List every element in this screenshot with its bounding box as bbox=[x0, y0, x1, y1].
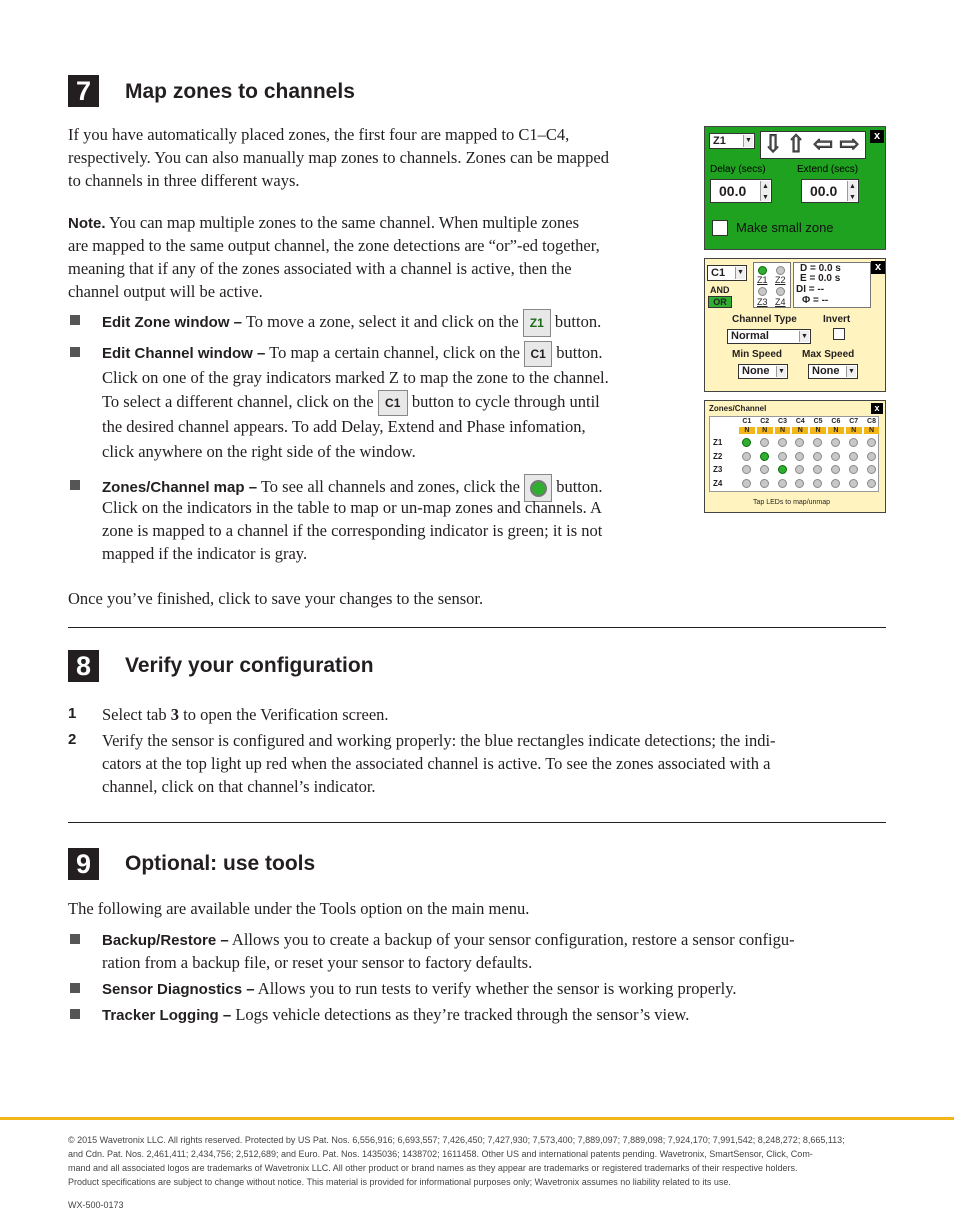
bullet-text: To move a zone, select it and click on the bbox=[242, 311, 523, 331]
map-led[interactable] bbox=[867, 452, 876, 461]
spinner-icon[interactable]: ▲ ▼ bbox=[760, 181, 770, 201]
channel-type-value: Normal bbox=[731, 330, 769, 342]
bullet-edit-channel bbox=[102, 341, 603, 367]
step-text: Select tab bbox=[102, 705, 171, 724]
zone-led[interactable] bbox=[776, 287, 785, 296]
or-label[interactable]: OR bbox=[708, 296, 732, 308]
bullet-text: mapped if the indicator is gray. bbox=[102, 544, 308, 563]
bullet-text: Allows you to run tests to verify whether the sensor is working properly. bbox=[254, 979, 737, 998]
intro-line: If you have automatically placed zones, the first four are mapped to C1–C4, bbox=[68, 125, 570, 144]
step-2-number: 2 bbox=[68, 731, 77, 748]
map-led[interactable] bbox=[760, 438, 769, 447]
map-led[interactable] bbox=[867, 465, 876, 474]
section-title-verify: Verify your configuration bbox=[125, 654, 374, 677]
arrow-right-icon[interactable]: ⇨ bbox=[839, 132, 860, 158]
map-led[interactable] bbox=[813, 452, 822, 461]
map-led[interactable] bbox=[849, 452, 858, 461]
zone-row-label: Z4 bbox=[713, 478, 723, 488]
di-info: DI = -- bbox=[796, 284, 825, 295]
map-led[interactable] bbox=[778, 452, 787, 461]
max-speed-label: Max Speed bbox=[802, 349, 855, 360]
zone-row-label: Z3 bbox=[713, 465, 723, 474]
zone-led[interactable] bbox=[758, 287, 767, 296]
zone-led[interactable] bbox=[776, 266, 785, 275]
map-led[interactable] bbox=[760, 479, 769, 488]
bullet-text: ration from a backup file, or reset your sensor to factory defaults. bbox=[102, 953, 533, 972]
divider bbox=[68, 627, 886, 628]
close-icon[interactable]: x bbox=[871, 403, 883, 414]
bullet-label: Backup/Restore – bbox=[102, 932, 229, 949]
map-led[interactable] bbox=[742, 438, 751, 447]
channel-header: C4 bbox=[795, 418, 805, 425]
channel-header: C2 bbox=[760, 418, 770, 425]
zone-row-label: Z1 bbox=[713, 438, 723, 447]
chevron-down-icon: ▼ bbox=[846, 366, 856, 377]
close-icon[interactable]: x bbox=[870, 130, 884, 143]
step-1-text bbox=[102, 703, 389, 726]
bullet-label: Edit Channel window – bbox=[102, 345, 266, 362]
bullet-text: button. bbox=[552, 343, 603, 362]
bullet-text: To select a different channel, click on the bbox=[102, 392, 378, 411]
map-icon bbox=[530, 480, 547, 497]
chevron-down-icon: ▼ bbox=[735, 267, 745, 279]
footer-legal: © 2015 Wavetronix LLC. All rights reserved. Protected by US Pat. Nos. 6,556,916; 6,693,557; 7,426,450; 7,427,930; 7,573,400; 7,889,097; 7,889,098; 7,924,170; 7,991,542; 8,248,272; 8,665,113; bbox=[68, 1135, 845, 1145]
intro-line: respectively. You can also manually map zones to channels. Zones can be mapped bbox=[68, 148, 609, 167]
map-led[interactable] bbox=[795, 438, 804, 447]
bullet-marker bbox=[70, 347, 80, 357]
map-led[interactable] bbox=[849, 438, 858, 447]
channel-mode[interactable]: N bbox=[846, 427, 862, 434]
bullet-label: Edit Zone window – bbox=[102, 313, 242, 331]
bullet-text: Click on the indicators in the table to map or un-map zones and channels. A bbox=[102, 498, 602, 517]
tools-intro: The following are available under the Tools option on the main menu. bbox=[68, 899, 530, 918]
section-title-map-zones: Map zones to channels bbox=[125, 80, 355, 103]
channel-mode[interactable]: N bbox=[757, 427, 773, 434]
channel-info-box[interactable] bbox=[793, 262, 871, 308]
and-label[interactable]: AND bbox=[710, 285, 730, 295]
arrow-left-icon[interactable]: ⇦ bbox=[813, 132, 834, 158]
map-led[interactable] bbox=[778, 465, 787, 474]
note-text: You can map multiple zones to the same channel. When multiple zones bbox=[105, 213, 580, 232]
map-hint: Tap LEDs to map/unmap bbox=[753, 499, 831, 506]
map-led[interactable] bbox=[742, 465, 751, 474]
chevron-down-icon: ▼ bbox=[776, 366, 786, 377]
bullet-text: To see all channels and zones, click the bbox=[257, 476, 525, 496]
bullet-marker bbox=[70, 315, 80, 325]
channel-mode[interactable]: N bbox=[828, 427, 844, 434]
step-1-number: 1 bbox=[68, 705, 77, 722]
arrow-buttons bbox=[760, 131, 866, 159]
bullet-text: Click on one of the gray indicators marked Z to map the zone to the channel. bbox=[102, 368, 609, 387]
extend-value: 00.0 bbox=[810, 183, 838, 199]
map-led[interactable] bbox=[849, 479, 858, 488]
note-line: meaning that if any of the zones associated with a channel is active, then the bbox=[68, 259, 572, 278]
arrow-down-icon[interactable]: ⇩ bbox=[763, 132, 784, 158]
channel-header: C1 bbox=[742, 418, 752, 425]
zone-led[interactable] bbox=[758, 266, 767, 275]
invert-checkbox[interactable] bbox=[833, 328, 845, 340]
zone-row-label: Z2 bbox=[713, 451, 723, 461]
c1-button[interactable]: C1 bbox=[378, 390, 408, 416]
channel-mode[interactable]: N bbox=[739, 427, 755, 434]
bullet-text: Logs vehicle detections as they’re tracked through the sensor’s view. bbox=[231, 1005, 690, 1024]
phase-info: Φ = -- bbox=[802, 295, 829, 306]
map-led[interactable] bbox=[813, 465, 822, 474]
delay-info: D = 0.0 s bbox=[800, 263, 841, 274]
step-2-text: Verify the sensor is configured and working properly: the blue rectangles indicate detections; the indi- bbox=[102, 731, 776, 750]
step-2-text: cators at the top light up red when the associated channel is active. To see the zones associated with a bbox=[102, 754, 771, 773]
bullet-text: click anywhere on the right side of the window. bbox=[102, 442, 416, 461]
map-led[interactable] bbox=[742, 479, 751, 488]
note-line: channel output will be active. bbox=[68, 282, 263, 301]
map-led[interactable] bbox=[795, 452, 804, 461]
zone-label: Z3 bbox=[757, 297, 768, 307]
map-led[interactable] bbox=[831, 465, 840, 474]
zone-label: Z1 bbox=[757, 275, 768, 285]
bullet-tracker-logging bbox=[102, 1003, 689, 1027]
footer-doc-id: WX-500-0173 bbox=[68, 1200, 124, 1210]
edit-zone-window bbox=[704, 126, 886, 250]
channel-header: C6 bbox=[831, 418, 841, 425]
delay-value: 00.0 bbox=[719, 183, 747, 199]
tab-number: 3 bbox=[170, 705, 179, 724]
bullet-label: Tracker Logging – bbox=[102, 1007, 232, 1024]
chevron-down-icon: ▼ bbox=[799, 331, 809, 342]
map-led[interactable] bbox=[813, 438, 822, 447]
step-number-9: 9 bbox=[68, 848, 99, 880]
bullet-backup-restore bbox=[102, 928, 795, 952]
bullet-marker bbox=[70, 480, 80, 490]
extend-input[interactable] bbox=[801, 179, 859, 203]
c1-button[interactable]: C1 bbox=[524, 341, 552, 367]
map-led[interactable] bbox=[795, 465, 804, 474]
bullet-text: Allows you to create a backup of your sensor configuration, restore a sensor configu- bbox=[228, 930, 795, 949]
small-zone-label: Make small zone bbox=[736, 220, 834, 235]
bullet-sensor-diagnostics bbox=[102, 977, 737, 1001]
channel-mode[interactable]: N bbox=[810, 427, 826, 434]
map-led[interactable] bbox=[760, 465, 769, 474]
step-2-text: channel, click on that channel’s indicator. bbox=[102, 777, 376, 796]
bullet-text: the desired channel appears. To add Delay, Extend and Phase infomation, bbox=[102, 417, 586, 436]
arrow-up-icon[interactable]: ⇧ bbox=[786, 132, 807, 158]
map-led[interactable] bbox=[813, 479, 822, 488]
note-label: Note. bbox=[68, 215, 106, 232]
map-led[interactable] bbox=[831, 479, 840, 488]
bullet-text: button to cycle through until bbox=[407, 392, 600, 411]
min-speed-select[interactable] bbox=[738, 364, 788, 379]
extend-info: E = 0.0 s bbox=[800, 273, 841, 284]
bullet-label: Zones/Channel map – bbox=[102, 478, 258, 496]
map-led[interactable] bbox=[742, 452, 751, 461]
extend-label: Extend (secs) bbox=[797, 164, 859, 175]
bullet-marker bbox=[70, 1009, 80, 1019]
map-led[interactable] bbox=[849, 465, 858, 474]
step-number-7: 7 bbox=[68, 75, 99, 107]
footer-legal: and Cdn. Pat. Nos. 2,461,411; 2,434,756; 2,512,689; and Euro. Pat. Nos. 1435036; 1438702; 1611458. Other US and international patents pending. Wavetronix, SmartSensor, Click, Com- bbox=[68, 1149, 813, 1159]
channel-mode[interactable]: N bbox=[775, 427, 791, 434]
delay-label: Delay (secs) bbox=[710, 164, 766, 175]
map-led[interactable] bbox=[867, 479, 876, 488]
channel-mode[interactable]: N bbox=[864, 427, 880, 434]
bullet-marker bbox=[70, 934, 80, 944]
zone-label: Z4 bbox=[775, 297, 786, 307]
delay-input[interactable] bbox=[710, 179, 772, 203]
zone-channel-grid bbox=[709, 416, 879, 492]
zone-label: Z2 bbox=[775, 275, 786, 285]
max-speed-value: None bbox=[812, 365, 840, 377]
note-line: are mapped to the same output channel, the zone detections are “or”-ed together, bbox=[68, 236, 600, 255]
bullet-text: zone is mapped to a channel if the corresponding indicator is green; it is not bbox=[102, 521, 603, 540]
footer-accent-bar bbox=[0, 1117, 954, 1120]
bullet-label: Sensor Diagnostics – bbox=[102, 981, 255, 998]
z1-button[interactable]: Z1 bbox=[523, 309, 551, 337]
footer-legal: Product specifications are subject to change without notice. This material is provided for informational purposes only; Wavetronix assumes no liability related to its use. bbox=[68, 1177, 731, 1187]
note-line bbox=[68, 211, 579, 235]
channel-type-select[interactable] bbox=[727, 329, 811, 344]
zone-led-grid bbox=[753, 262, 791, 308]
map-led[interactable] bbox=[778, 479, 787, 488]
bullet-text-line bbox=[102, 390, 600, 416]
channel-header: C3 bbox=[778, 418, 787, 425]
step-text: to open the Verification screen. bbox=[178, 705, 389, 724]
edit-channel-window bbox=[704, 258, 886, 392]
map-led[interactable] bbox=[867, 438, 876, 447]
bullet-text: To map a certain channel, click on the bbox=[265, 343, 525, 362]
map-led[interactable] bbox=[795, 479, 804, 488]
max-speed-select[interactable] bbox=[808, 364, 858, 379]
channel-header: C5 bbox=[813, 418, 823, 425]
footer-legal: mand and all associated logos are trademarks of Wavetronix LLC. All other product or brand names as they appear are trademarks or registered trademarks of their respective holders. bbox=[68, 1163, 798, 1173]
channel-select[interactable] bbox=[707, 265, 747, 281]
channel-type-label: Channel Type bbox=[732, 314, 797, 325]
zones-channel-title: Zones/Channel bbox=[709, 404, 767, 413]
bullet-edit-zone bbox=[102, 309, 601, 337]
map-led[interactable] bbox=[831, 438, 840, 447]
chevron-down-icon: ▼ bbox=[743, 135, 753, 147]
step-number-8: 8 bbox=[68, 650, 99, 682]
divider bbox=[68, 822, 886, 823]
map-led[interactable] bbox=[831, 452, 840, 461]
map-led[interactable] bbox=[778, 438, 787, 447]
intro-line: to channels in three different ways. bbox=[68, 171, 300, 190]
channel-mode[interactable]: N bbox=[792, 427, 808, 434]
channel-header: C7 bbox=[849, 418, 859, 425]
finish-text: Once you’ve finished, click to save your changes to the sensor. bbox=[68, 589, 484, 608]
map-led[interactable] bbox=[760, 452, 769, 461]
bullet-text: button. bbox=[552, 476, 603, 496]
bullet-text: button. bbox=[550, 311, 602, 331]
spinner-icon[interactable]: ▲ ▼ bbox=[847, 181, 857, 201]
small-zone-checkbox[interactable] bbox=[712, 220, 728, 236]
min-speed-label: Min Speed bbox=[732, 349, 783, 360]
zone-select-value: Z1 bbox=[713, 135, 726, 147]
invert-label: Invert bbox=[823, 314, 851, 325]
section-title-tools: Optional: use tools bbox=[125, 852, 316, 875]
channel-select-value: C1 bbox=[711, 267, 726, 279]
bullet-marker bbox=[70, 983, 80, 993]
channel-header: C8 bbox=[867, 418, 876, 425]
min-speed-value: None bbox=[742, 365, 770, 377]
zone-select[interactable] bbox=[709, 133, 755, 149]
zones-channel-window bbox=[704, 400, 886, 513]
close-icon[interactable]: x bbox=[871, 261, 885, 274]
